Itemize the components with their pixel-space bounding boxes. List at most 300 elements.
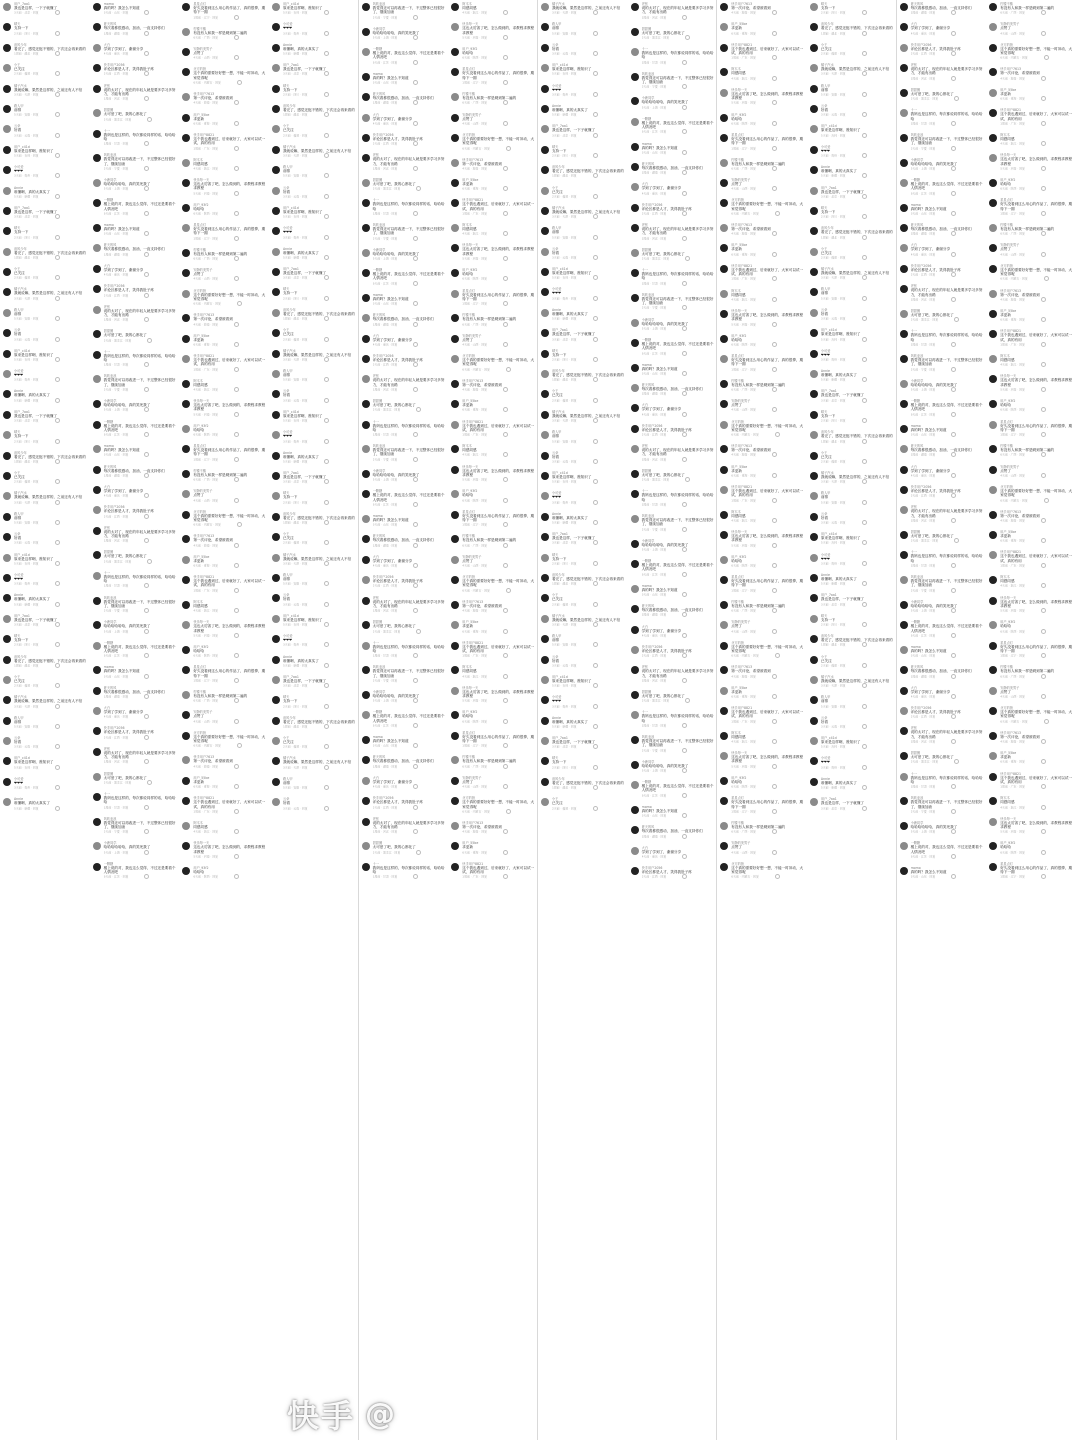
comment-meta-text[interactable]: 3天前 · 贵州 · 回复 — [282, 235, 308, 240]
avatar[interactable] — [272, 166, 280, 174]
comment-username[interactable]: 快手用户8821 — [462, 861, 484, 866]
avatar[interactable] — [182, 249, 190, 257]
like-icon[interactable] — [144, 293, 149, 298]
comment-username[interactable]: 晴天 — [820, 2, 828, 6]
comment-username[interactable]: 十一 — [103, 791, 111, 796]
comment-meta-text[interactable]: 2天前 · 福建 · 回复 — [551, 806, 577, 811]
avatar[interactable] — [362, 666, 370, 674]
like-icon[interactable] — [144, 432, 149, 437]
avatar[interactable] — [182, 204, 190, 212]
comment-meta-text[interactable]: 1周前 · 湖北 · 回复 — [820, 642, 846, 647]
avatar[interactable] — [362, 73, 370, 81]
comment-meta-text[interactable]: 3天前 · 北京 · 回复 — [282, 275, 308, 280]
like-icon[interactable] — [237, 80, 242, 85]
avatar[interactable] — [3, 778, 11, 786]
avatar[interactable] — [182, 842, 190, 850]
comment-meta-text[interactable]: 1周前 · 河北 · 回复 — [641, 236, 667, 241]
like-icon[interactable] — [144, 452, 149, 457]
comment-meta-text[interactable]: 3天前 · 北京 · 回复 — [820, 806, 846, 811]
comment-username[interactable]: 夏天的风 — [641, 383, 655, 388]
comment-username[interactable]: 用户_7aa1 — [820, 185, 837, 190]
comment-meta-text[interactable]: 1周前 · 广东 · 回复 — [462, 211, 487, 216]
comment-meta-text[interactable]: 2天前 · 江西 · 回复 — [641, 874, 667, 879]
comment-username[interactable]: 快手用户8821 — [1000, 550, 1022, 555]
comment-username[interactable]: 快手用户2056 — [910, 42, 932, 47]
avatar[interactable] — [989, 486, 997, 494]
comment-username[interactable]: Annie — [551, 715, 562, 720]
like-icon[interactable] — [55, 10, 60, 15]
comment-username[interactable]: 十一 — [372, 419, 379, 424]
like-icon[interactable] — [55, 602, 60, 607]
like-icon[interactable] — [951, 714, 956, 719]
comment-username[interactable]: 用户_7aa1 — [282, 470, 299, 475]
comment-meta-text[interactable]: 3天前 · 山东 · 回复 — [103, 452, 129, 457]
like-icon[interactable] — [862, 194, 867, 199]
like-icon[interactable] — [413, 698, 418, 703]
comment-meta-text[interactable]: 5天前 · 新疆 · 回复 — [820, 173, 846, 178]
comment-meta-text[interactable]: 5天前 · 吉林 · 回复 — [820, 133, 846, 138]
like-icon[interactable] — [237, 743, 242, 748]
like-icon[interactable] — [682, 502, 687, 507]
comment-meta-text[interactable]: 3天前 · 云南 · 回复 — [551, 255, 577, 260]
comment-username[interactable]: 北方的狼 — [462, 354, 476, 359]
comment-meta-text[interactable]: 1周前 · 广东 · 回复 — [462, 874, 487, 879]
comment-meta-text[interactable]: 2天前 · 四川 · 回复 — [14, 439, 39, 443]
like-icon[interactable] — [55, 194, 60, 199]
like-icon[interactable] — [503, 874, 508, 879]
like-icon[interactable] — [55, 459, 60, 464]
comment-username[interactable]: 夏天的风 — [103, 22, 117, 27]
avatar[interactable] — [362, 154, 370, 162]
comment-meta-text[interactable]: 3天前 · 山东 · 回复 — [372, 80, 398, 85]
comment-meta-text[interactable]: 3天前 · 天津 · 回复 — [282, 561, 308, 566]
avatar[interactable] — [272, 288, 280, 296]
like-icon[interactable] — [234, 342, 239, 347]
like-icon[interactable] — [685, 698, 690, 703]
avatar[interactable] — [272, 431, 280, 439]
avatar[interactable] — [182, 732, 190, 740]
comment-username[interactable]: 大白 — [910, 685, 917, 690]
avatar[interactable] — [631, 118, 639, 126]
comment-meta-text[interactable]: 6天前 · 陕西 · 回复 — [731, 563, 756, 568]
comment-meta-text[interactable]: 3天前 · 云南 · 回复 — [282, 194, 308, 199]
comment-meta-text[interactable]: 1周前 · 河北 · 回复 — [910, 739, 936, 744]
like-icon[interactable] — [1044, 276, 1049, 281]
avatar[interactable] — [272, 533, 280, 541]
like-icon[interactable] — [324, 479, 329, 484]
like-icon[interactable] — [147, 559, 152, 564]
like-icon[interactable] — [951, 76, 956, 81]
comment-username[interactable]: momo — [372, 513, 383, 518]
comment-username[interactable]: 一颗糖 — [372, 489, 383, 494]
like-icon[interactable] — [772, 31, 777, 36]
comment-meta-text[interactable]: 6天前 · 广西 · 回复 — [731, 166, 756, 171]
comment-meta-text[interactable]: 1周前 · 甘肃 · 回复 — [641, 281, 667, 286]
comment-meta-text[interactable]: 4天前 · 山西 · 回复 — [462, 121, 487, 126]
avatar[interactable] — [451, 666, 459, 674]
like-icon[interactable] — [1041, 387, 1046, 392]
comment-username[interactable]: 快手用户2056 — [372, 132, 394, 137]
comment-username[interactable]: momo — [372, 292, 383, 297]
comment-username[interactable]: 快手用户2056 — [372, 575, 394, 580]
comment-username[interactable]: 快手用户7613 — [462, 378, 484, 383]
comment-meta-text[interactable]: 3天前 · 贵州 · 回复 — [820, 561, 846, 566]
avatar[interactable] — [989, 400, 997, 408]
comment-meta-text[interactable]: 2天前 · 宁夏 · 回复 — [910, 809, 936, 814]
comment-username[interactable]: 用户_c41d — [14, 552, 30, 557]
like-icon[interactable] — [951, 272, 956, 277]
comment-meta-text[interactable]: 1周前 · 广东 · 回复 — [462, 432, 487, 437]
comment-username[interactable]: 夏天的风 — [372, 313, 386, 318]
comment-meta-text[interactable]: 6天前 · 青海 · 回复 — [462, 629, 487, 633]
like-icon[interactable] — [951, 367, 956, 372]
comment-username[interactable]: 路人甲 — [282, 572, 293, 577]
avatar[interactable] — [989, 310, 997, 318]
comment-meta-text[interactable]: 5天前 · 安徽 · 回复 — [282, 173, 308, 178]
comment-username[interactable]: 用户_7aa1 — [551, 532, 568, 537]
like-icon[interactable] — [682, 457, 687, 462]
comment-username[interactable]: 快手用户7613 — [1000, 67, 1022, 72]
like-icon[interactable] — [324, 439, 329, 444]
comment-meta-text[interactable]: 2天前 · 宁夏 · 回复 — [103, 608, 129, 613]
comment-username[interactable]: 用户_7aa1 — [820, 593, 837, 598]
comment-meta-text[interactable]: 1周前 · 辽宁 · 回复 — [193, 457, 219, 462]
like-icon[interactable] — [234, 698, 239, 703]
comment-meta-text[interactable]: 5天前 · 上海 · 回复 — [372, 35, 398, 40]
like-icon[interactable] — [234, 236, 239, 241]
avatar[interactable] — [93, 863, 101, 871]
comment-meta-text[interactable]: 2天前 · 江西 · 回复 — [103, 735, 129, 740]
comment-username[interactable]: 用户_55be — [1000, 751, 1017, 756]
avatar[interactable] — [182, 179, 190, 187]
comment-meta-text[interactable]: 1周前 · 辽宁 · 回复 — [1000, 653, 1025, 658]
comment-username[interactable]: 甜甜圈 — [372, 620, 383, 625]
comment-meta-text[interactable]: 2天前 · 福建 · 回复 — [282, 337, 308, 342]
like-icon[interactable] — [234, 457, 239, 462]
like-icon[interactable] — [55, 561, 60, 566]
comment-meta-text[interactable]: 3天前 · 天津 · 回复 — [551, 418, 577, 423]
comment-meta-text[interactable]: 5天前 · 新疆 · 回复 — [282, 663, 308, 668]
avatar[interactable] — [720, 199, 728, 207]
comment-meta-text[interactable]: 1周前 · 湖南 · 回复 — [910, 452, 936, 457]
comment-meta-text[interactable]: 4天前 · 海南 · 回复 — [462, 166, 487, 171]
comment-username[interactable]: 北方的狼 — [731, 640, 744, 645]
avatar[interactable] — [900, 867, 908, 875]
comment-username[interactable]: 路人甲 — [820, 491, 831, 496]
avatar[interactable] — [451, 355, 459, 363]
comment-username[interactable]: 十一 — [372, 640, 379, 645]
comment-meta-text[interactable]: 6天前 · 内蒙古 · 回复 — [1000, 55, 1028, 60]
comment-username[interactable]: 用户_93f2 — [193, 423, 209, 428]
comment-username[interactable]: 晴天 — [282, 491, 290, 496]
comment-username[interactable]: 安静的美男子 — [1000, 464, 1020, 469]
comment-username[interactable]: 大白 — [103, 484, 111, 489]
like-icon[interactable] — [55, 112, 60, 117]
like-icon[interactable] — [1041, 518, 1046, 523]
like-icon[interactable] — [503, 10, 508, 15]
like-icon[interactable] — [234, 256, 239, 261]
avatar[interactable] — [362, 114, 370, 122]
avatar[interactable] — [451, 400, 459, 408]
avatar[interactable] — [541, 105, 549, 113]
comment-username[interactable]: 阿木木 — [193, 378, 203, 383]
comment-meta-text[interactable]: 1周前 · 广东 · 回复 — [731, 498, 756, 503]
avatar[interactable] — [541, 676, 549, 684]
comment-username[interactable]: 用户_93f2 — [731, 554, 747, 559]
comment-meta-text[interactable]: 1周前 · 河北 · 回复 — [372, 166, 398, 171]
comment-meta-text[interactable]: 5天前 · 上海 · 回复 — [641, 105, 667, 110]
like-icon[interactable] — [144, 407, 149, 412]
comment-username[interactable]: momo — [103, 223, 114, 228]
comment-username[interactable]: 甜甜圈 — [372, 178, 383, 183]
comment-username[interactable]: 橘子汽水 — [820, 267, 834, 272]
like-icon[interactable] — [324, 765, 329, 770]
avatar[interactable] — [451, 134, 459, 142]
avatar[interactable] — [182, 822, 190, 830]
like-icon[interactable] — [593, 275, 598, 280]
like-icon[interactable] — [55, 173, 60, 178]
like-icon[interactable] — [55, 724, 60, 729]
avatar[interactable] — [541, 390, 549, 398]
comment-username[interactable]: 用户_55be — [462, 620, 479, 625]
comment-meta-text[interactable]: 4天前 · 浙江 · 回复 — [193, 166, 219, 171]
like-icon[interactable] — [951, 563, 956, 568]
avatar[interactable] — [900, 64, 908, 72]
comment-username[interactable]: 追风少年 — [282, 307, 296, 312]
avatar[interactable] — [3, 717, 11, 725]
avatar[interactable] — [182, 445, 190, 453]
comment-username[interactable]: 用户_7aa1 — [14, 2, 30, 6]
comment-username[interactable]: 小王 — [282, 328, 290, 333]
comment-username[interactable]: 阿木木 — [731, 509, 741, 514]
comment-username[interactable]: 路人甲 — [14, 103, 24, 108]
like-icon[interactable] — [1041, 694, 1046, 699]
comment-meta-text[interactable]: 2天前 · 宁夏 · 回复 — [372, 678, 398, 683]
comment-username[interactable]: 快乐每一天 — [462, 22, 479, 27]
avatar[interactable] — [720, 621, 728, 629]
avatar[interactable] — [362, 756, 370, 764]
avatar[interactable] — [631, 73, 639, 81]
comment-meta-text[interactable]: 3天前 · 云南 · 回复 — [14, 337, 39, 342]
comment-meta-text[interactable]: 4天前 · 重庆 · 回复 — [103, 493, 129, 498]
like-icon[interactable] — [1041, 166, 1046, 171]
avatar[interactable] — [810, 615, 818, 623]
comment-username[interactable]: 大白 — [103, 706, 111, 711]
comment-meta-text[interactable]: 1周前 · 广东 · 回复 — [193, 588, 219, 593]
avatar[interactable] — [720, 421, 728, 429]
comment-meta-text[interactable]: 2天前 · 宁夏 · 回复 — [103, 387, 129, 392]
like-icon[interactable] — [413, 805, 418, 810]
comment-username[interactable]: 橘子汽水 — [551, 409, 565, 414]
like-icon[interactable] — [1041, 473, 1046, 478]
like-icon[interactable] — [506, 146, 511, 151]
like-icon[interactable] — [862, 173, 867, 178]
avatar[interactable] — [451, 114, 459, 122]
avatar[interactable] — [989, 576, 997, 584]
comment-meta-text[interactable]: 1周前 · 广东 · 回复 — [1000, 342, 1025, 347]
comment-username[interactable]: 小王 — [282, 736, 290, 741]
avatar[interactable] — [451, 797, 459, 805]
comment-meta-text[interactable]: 1周前 · 河北 · 回复 — [103, 317, 129, 322]
comment-meta-text[interactable]: 1周前 · 湖南 · 回复 — [103, 473, 129, 478]
comment-username[interactable]: 快手用户2056 — [641, 202, 663, 207]
like-icon[interactable] — [862, 459, 867, 464]
comment-username[interactable]: 快手用户7613 — [462, 157, 484, 162]
comment-username[interactable]: 快手用户8821 — [462, 198, 484, 203]
like-icon[interactable] — [593, 296, 598, 301]
comment-username[interactable]: 北方的狼 — [1000, 263, 1013, 268]
avatar[interactable] — [451, 466, 459, 474]
comment-meta-text[interactable]: 2天前 · 江西 · 回复 — [103, 293, 129, 298]
comment-meta-text[interactable]: 4天前 · 浙江 · 回复 — [193, 608, 219, 613]
comment-meta-text[interactable]: 5天前 · 安徽 · 回复 — [14, 724, 39, 729]
avatar[interactable] — [93, 707, 101, 715]
comment-username[interactable]: 风吹麦浪 — [910, 132, 924, 137]
like-icon[interactable] — [324, 194, 329, 199]
comment-username[interactable]: momo — [641, 804, 652, 809]
avatar[interactable] — [900, 531, 908, 539]
comment-meta-text[interactable]: 3天前 · 云南 · 回复 — [14, 540, 39, 545]
comment-meta-text[interactable]: 4天前 · 浙江 · 回复 — [462, 231, 487, 236]
comment-username[interactable]: 风吹麦浪 — [372, 665, 386, 670]
like-icon[interactable] — [147, 117, 152, 122]
comment-meta-text[interactable]: 2天前 · 江西 · 回复 — [910, 493, 936, 498]
avatar[interactable] — [720, 44, 728, 52]
like-icon[interactable] — [413, 764, 418, 769]
like-icon[interactable] — [593, 71, 598, 76]
avatar[interactable] — [451, 314, 459, 322]
comment-meta-text[interactable]: 3天前 · 山东 · 回复 — [910, 211, 936, 216]
comment-username[interactable]: 用户_55be — [193, 775, 210, 780]
like-icon[interactable] — [862, 255, 867, 260]
avatar[interactable] — [93, 642, 101, 650]
comment-meta-text[interactable]: 1周前 · 河北 · 回复 — [372, 387, 398, 392]
avatar[interactable] — [272, 737, 280, 745]
comment-meta-text[interactable]: 1周前 · 湖北 · 回复 — [820, 31, 846, 36]
like-icon[interactable] — [951, 146, 956, 151]
like-icon[interactable] — [324, 173, 329, 178]
avatar[interactable] — [810, 44, 818, 52]
comment-meta-text[interactable]: 2天前 · 黑龙江 · 回复 — [910, 317, 939, 322]
avatar[interactable] — [900, 179, 908, 187]
like-icon[interactable] — [503, 342, 508, 347]
comment-meta-text[interactable]: 1周前 · 甘肃 · 回复 — [641, 60, 667, 65]
avatar[interactable] — [3, 268, 11, 276]
comment-username[interactable]: 十一 — [910, 329, 917, 334]
comment-username[interactable]: 一颗糖 — [641, 116, 652, 121]
like-icon[interactable] — [772, 10, 777, 15]
like-icon[interactable] — [234, 100, 239, 105]
like-icon[interactable] — [682, 768, 687, 773]
comment-meta-text[interactable]: 6天前 · 广西 · 回复 — [193, 35, 219, 40]
comment-username[interactable]: 一颗糖 — [103, 419, 114, 424]
avatar[interactable] — [900, 44, 908, 52]
avatar[interactable] — [3, 798, 11, 806]
comment-meta-text[interactable]: 3天前 · 贵州 · 回复 — [551, 500, 577, 505]
avatar[interactable] — [182, 797, 190, 805]
comment-meta-text[interactable]: 4天前 · 重庆 · 回复 — [372, 121, 398, 126]
like-icon[interactable] — [1041, 784, 1046, 789]
avatar[interactable] — [720, 842, 728, 850]
comment-meta-text[interactable]: 6天前 · 青海 · 回复 — [731, 694, 756, 699]
comment-meta-text[interactable]: 2天前 · 黑龙江 · 回复 — [910, 538, 939, 543]
comment-meta-text[interactable]: 1周前 · 河北 · 回复 — [103, 538, 129, 543]
avatar[interactable] — [900, 89, 908, 97]
like-icon[interactable] — [144, 473, 149, 478]
like-icon[interactable] — [506, 809, 511, 814]
comment-username[interactable]: 用户_55be — [193, 112, 210, 117]
comment-username[interactable]: 路人甲 — [551, 634, 562, 639]
comment-username[interactable]: 小可爱 — [14, 776, 24, 781]
avatar[interactable] — [93, 793, 101, 801]
comment-meta-text[interactable]: 5天前 · 河南 · 回复 — [462, 35, 487, 40]
comment-meta-text[interactable]: 2天前 · 福建 · 回复 — [14, 71, 39, 76]
like-icon[interactable] — [503, 301, 508, 306]
avatar[interactable] — [989, 355, 997, 363]
comment-username[interactable]: 小可爱 — [14, 572, 24, 577]
like-icon[interactable] — [413, 829, 418, 834]
avatar[interactable] — [272, 717, 280, 725]
avatar[interactable] — [720, 265, 728, 273]
like-icon[interactable] — [234, 276, 239, 281]
like-icon[interactable] — [593, 459, 598, 464]
comment-username[interactable]: 小王 — [820, 42, 828, 47]
comment-username[interactable]: 云朵 — [551, 42, 559, 47]
like-icon[interactable] — [593, 377, 598, 382]
comment-meta-text[interactable]: 2天前 · 江西 · 回复 — [641, 211, 667, 216]
avatar[interactable] — [93, 773, 101, 781]
like-icon[interactable] — [772, 739, 777, 744]
avatar[interactable] — [451, 822, 459, 830]
avatar[interactable] — [93, 551, 101, 559]
avatar[interactable] — [93, 109, 101, 117]
like-icon[interactable] — [413, 432, 418, 437]
avatar[interactable] — [810, 798, 818, 806]
avatar[interactable] — [93, 842, 101, 850]
avatar[interactable] — [631, 269, 639, 277]
comment-meta-text[interactable]: 6天前 · 江苏 · 回复 — [910, 412, 936, 417]
comment-username[interactable]: 阿木木 — [731, 730, 741, 735]
comment-meta-text[interactable]: 5天前 · 上海 · 回复 — [641, 768, 667, 773]
comment-meta-text[interactable]: 5天前 · 新疆 · 回复 — [14, 602, 39, 607]
like-icon[interactable] — [593, 357, 598, 362]
avatar[interactable] — [182, 777, 190, 785]
comment-username[interactable]: 小鹿同学 — [103, 620, 117, 625]
comment-username[interactable]: 星星点灯 — [193, 444, 207, 449]
like-icon[interactable] — [234, 764, 239, 769]
like-icon[interactable] — [951, 739, 956, 744]
comment-username[interactable]: 用户_c41d — [14, 144, 30, 149]
comment-username[interactable]: 老张 — [372, 816, 379, 821]
avatar[interactable] — [272, 268, 280, 276]
like-icon[interactable] — [324, 275, 329, 280]
avatar[interactable] — [93, 421, 101, 429]
comment-meta-text[interactable]: 3天前 · 贵州 · 回复 — [551, 296, 577, 301]
avatar[interactable] — [541, 472, 549, 480]
avatar[interactable] — [720, 777, 728, 785]
comment-username[interactable]: 阿木木 — [1000, 796, 1010, 801]
avatar[interactable] — [720, 666, 728, 674]
avatar[interactable] — [631, 470, 639, 478]
comment-meta-text[interactable]: 4天前 · 浙江 · 回复 — [731, 518, 756, 523]
avatar[interactable] — [989, 752, 997, 760]
like-icon[interactable] — [682, 793, 687, 798]
comment-username[interactable]: momo — [910, 202, 921, 207]
comment-meta-text[interactable]: 1周前 · 湖南 · 回复 — [910, 10, 936, 15]
comment-meta-text[interactable]: 6天前 · 内蒙古 · 回复 — [193, 80, 221, 85]
comment-username[interactable]: 一颗糖 — [910, 399, 921, 404]
comment-username[interactable]: 十一 — [910, 550, 917, 555]
